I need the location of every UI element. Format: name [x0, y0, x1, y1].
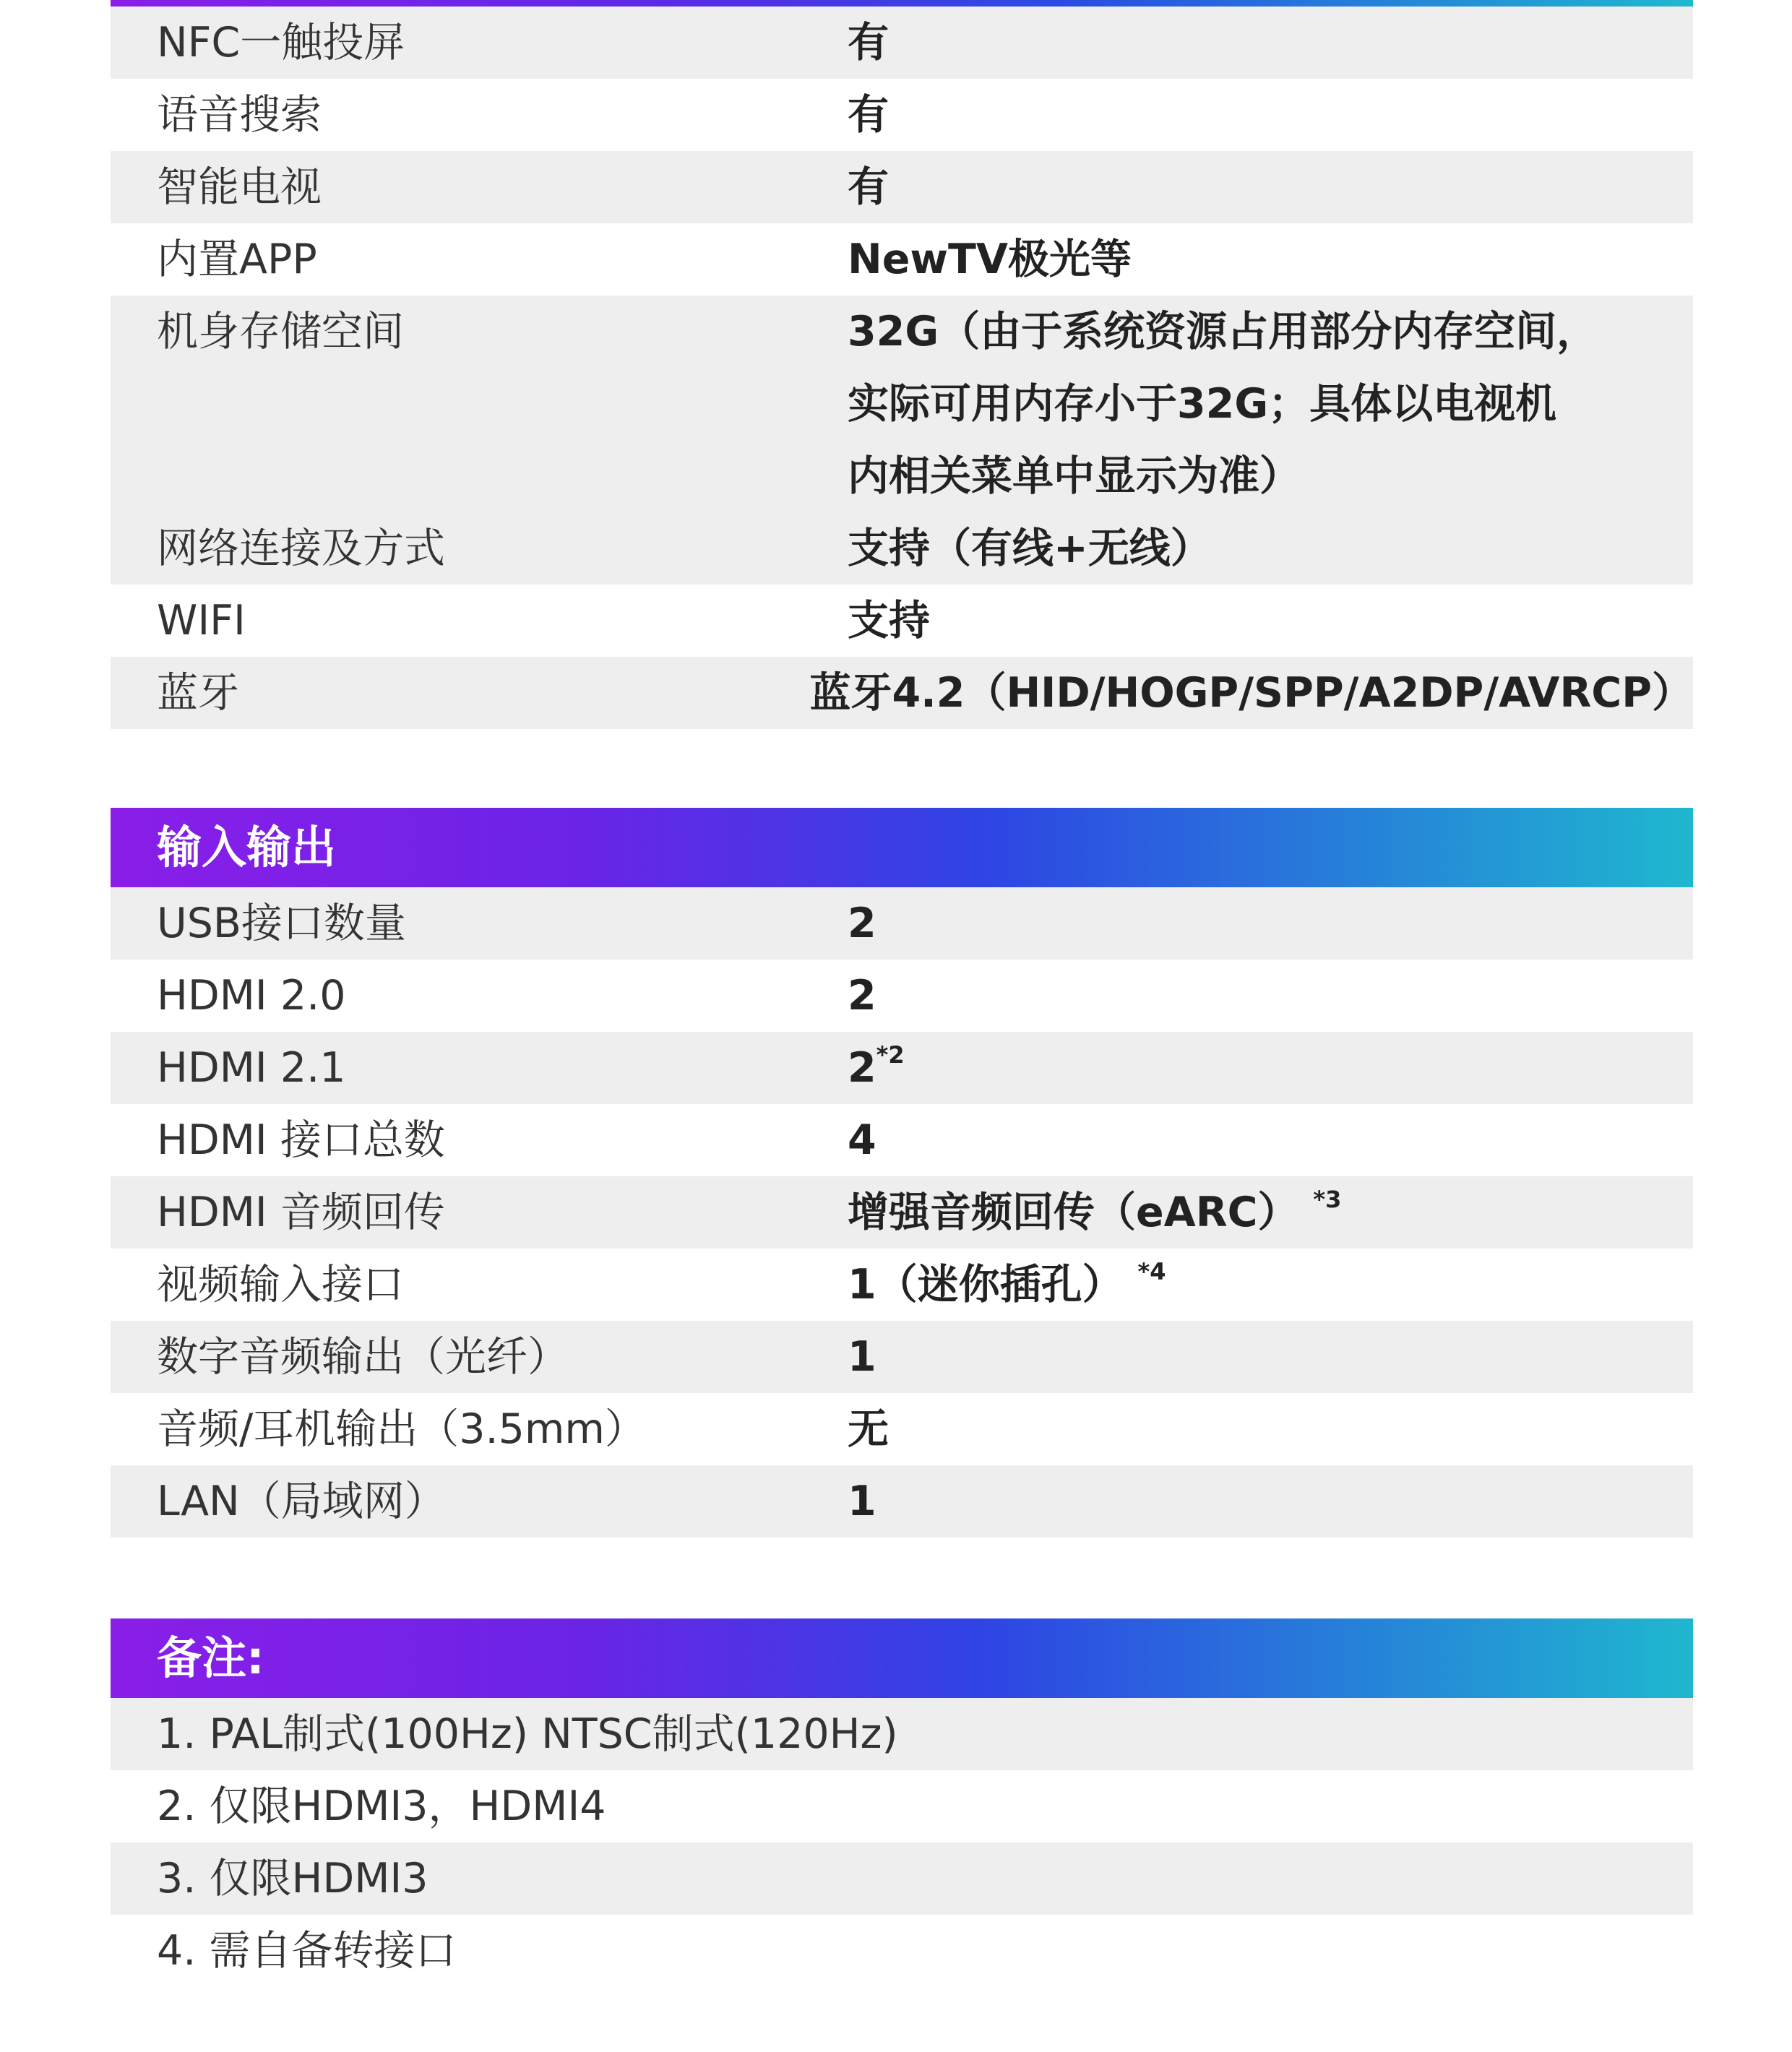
spec-row	[111, 1176, 1693, 1249]
spec-value: 有	[848, 91, 889, 139]
spec-value: 蓝牙4.2（HID/HOGP/SPP/A2DP/AVRCP）	[809, 669, 1693, 717]
section-header: 备注:	[111, 1618, 1693, 1698]
spec-table-io	[111, 808, 1693, 1538]
spec-row	[111, 1032, 1693, 1104]
spec-label: 数字音频输出（光纤）	[157, 1333, 569, 1381]
top-gradient-bar	[111, 0, 1693, 7]
spec-label: LAN（局域网）	[157, 1478, 446, 1525]
spec-row	[111, 1465, 1693, 1538]
spec-label: 网络连接及方式	[157, 525, 445, 572]
spec-value-line: 实际可用内存小于32G；具体以电视机	[848, 380, 1557, 428]
spec-row	[111, 1249, 1693, 1321]
footnote-marker: *3	[1313, 1186, 1342, 1213]
spec-value: 无	[848, 1405, 889, 1453]
spec-row	[111, 1104, 1693, 1176]
spec-value	[848, 296, 1693, 512]
remark-item: 4. 需自备转接口	[157, 1927, 457, 1975]
spec-value: 2	[848, 972, 876, 1019]
footnote-marker: *4	[1137, 1258, 1166, 1285]
spec-label: 视频输入接口	[157, 1261, 404, 1309]
spec-row	[111, 585, 1693, 657]
spec-label: 智能电视	[157, 163, 322, 211]
footnote-marker: *2	[876, 1041, 905, 1069]
spec-label: HDMI 接口总数	[157, 1116, 445, 1164]
spec-row	[111, 657, 1693, 729]
spec-row	[111, 223, 1693, 296]
remark-item: 2. 仅限HDMI3，HDMI4	[157, 1782, 606, 1830]
section-header: 输入输出	[111, 808, 1693, 887]
spec-label: NFC一触投屏	[157, 19, 405, 66]
spec-label: 音频/耳机输出（3.5mm）	[157, 1405, 646, 1453]
spec-value: 支持（有线+无线）	[848, 525, 1212, 572]
spec-value	[848, 1249, 1693, 1321]
remarks-section	[111, 1618, 1693, 1987]
spec-label: 蓝牙	[157, 669, 239, 717]
spec-value: 有	[848, 19, 889, 66]
spec-value: 4	[848, 1116, 876, 1164]
spec-label: HDMI 音频回传	[157, 1189, 445, 1236]
spec-table-network	[111, 7, 1693, 729]
spec-value-line: 32G（由于系统资源占用部分内存空间，	[848, 308, 1598, 355]
spec-row	[111, 79, 1693, 151]
spec-value-text: 1（迷你插孔）	[848, 1261, 1124, 1309]
spec-value-line: 内相关菜单中显示为准）	[848, 452, 1301, 500]
spec-label: HDMI 2.0	[157, 972, 346, 1019]
spec-value-text: 2	[848, 1044, 876, 1092]
spec-label: 语音搜索	[157, 91, 322, 139]
spec-value: 1	[848, 1333, 876, 1381]
spec-row	[111, 151, 1693, 223]
spec-value	[848, 1032, 1693, 1104]
spec-label: 内置APP	[157, 236, 317, 283]
spec-label: WIFI	[157, 597, 246, 645]
spec-value: 有	[848, 163, 889, 211]
spec-label: 机身存储空间	[157, 308, 404, 355]
spec-label: USB接口数量	[157, 900, 407, 947]
spec-row	[111, 887, 1693, 960]
spec-label: HDMI 2.1	[157, 1044, 346, 1092]
remark-item: 3. 仅限HDMI3	[111, 1842, 1693, 1915]
spec-value	[848, 1176, 1693, 1249]
spec-value: NewTV极光等	[848, 236, 1132, 283]
spec-row	[111, 1321, 1693, 1393]
spec-value: 1	[848, 1478, 876, 1525]
spec-row	[111, 512, 1693, 585]
spec-row	[111, 1393, 1693, 1465]
spec-value: 2	[848, 900, 876, 947]
spec-row-storage	[111, 296, 1693, 512]
spec-row	[111, 960, 1693, 1032]
remark-item: 1. PAL制式(100Hz) NTSC制式(120Hz)	[111, 1698, 1693, 1770]
spec-row	[111, 7, 1693, 79]
spec-value-text: 增强音频回传（eARC）	[848, 1189, 1299, 1236]
spec-value: 支持	[848, 597, 930, 645]
